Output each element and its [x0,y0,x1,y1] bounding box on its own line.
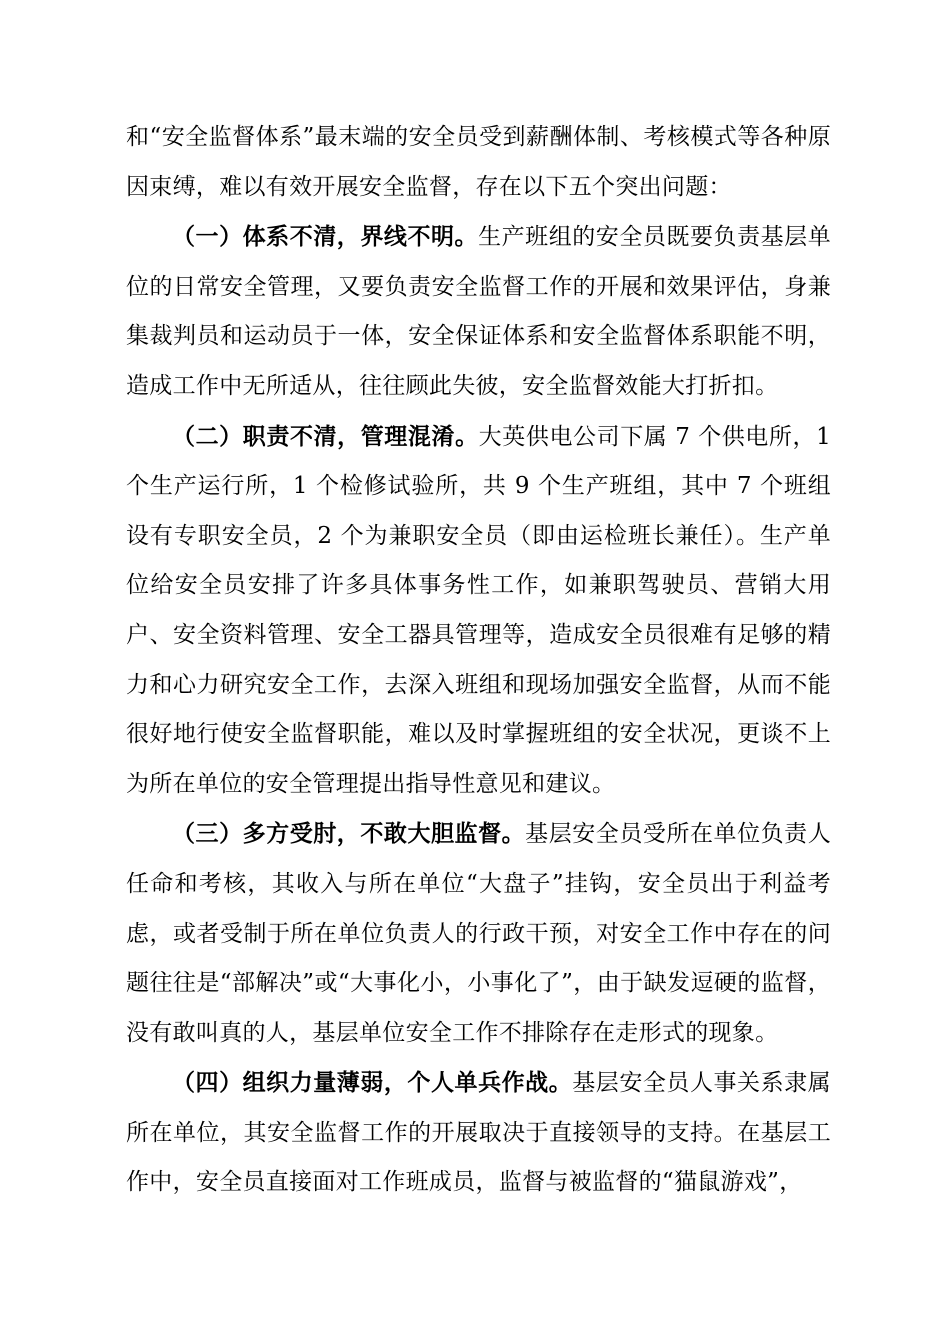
paragraph-intro [126,112,831,212]
paragraph-heading: （三）多方受肘，不敢大胆监督。 [172,820,526,848]
paragraph-issue-3 [126,809,831,1058]
paragraph-text: 基层安全员受所在单位负责人任命和考核，其收入与所在单位“大盘子”挂钩，安全员出于利益考虑，或者受制于所在单位负责人的行政干预，对安全工作中存在的问题往往是“部解决”或“大事化小，小事化了”，由于缺发逗硬的监督，没有敢叫真的人，基层单位安全工作不排除存在走形式的现象。 [126,821,832,1046]
paragraph-issue-4 [126,1058,831,1208]
paragraph-text: 和“安全监督体系”最末端的安全员受到薪酬体制、考核模式等各种原因束缚，难以有效开展安全监督，存在以下五个突出问题： [126,124,831,200]
paragraph-text: 大英供电公司下属 7 个供电所，1 个生产运行所，1 个检修试验所，共 9 个生产班组，其中 7 个班组设有专职安全员，2 个为兼职安全员（即由运检班长兼任）。生产单位给安全员安排了许多具体事务性工作，如兼职驾驶员、营销大用户、安全资料管理、安全工器具管理等，造成安全员很难有足够的精力和心力研究安全工作，去深入班组和现场加强安全监督，从而不能很好地行使安全监督职能，难以及时掌握班组的安全状况，更谈不上为所在单位的安全管理提出指导性意见和建议。 [126,423,831,797]
paragraph-issue-2 [126,412,831,810]
document-body [126,112,831,1208]
paragraph-text: 基层安全员人事关系隶属所在单位，其安全监督工作的开展取决于直接领导的支持。在基层工作中，安全员直接面对工作班成员，监督与被监督的“猫鼠游戏”， [126,1070,831,1196]
paragraph-heading: （一）体系不清，界线不明。 [172,223,479,251]
paragraph-heading: （二）职责不清，管理混淆。 [172,422,479,450]
paragraph-text: 生产班组的安全员既要负责基层单位的日常安全管理，又要负责安全监督工作的开展和效果评估，身兼集裁判员和运动员于一体，安全保证体系和安全监督体系职能不明，造成工作中无所适从，往往顾此失彼，安全监督效能大打折扣。 [126,224,831,399]
paragraph-issue-1 [126,212,831,411]
paragraph-heading: （四）组织力量薄弱，个人单兵作战。 [172,1069,573,1097]
